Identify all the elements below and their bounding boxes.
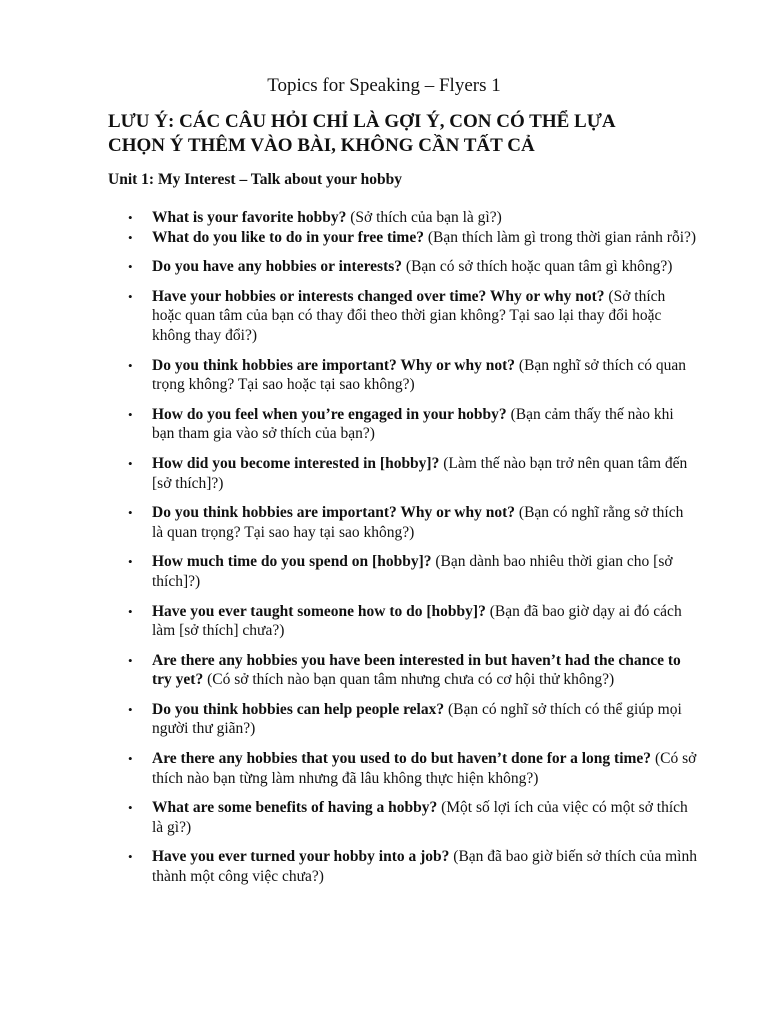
- question-vietnamese: (Làm thế nào bạn trở nên quan tâm đến [sở thích]?): [152, 454, 688, 492]
- question-english: Are there any hobbies you have been interested in but haven’t had the chance to try yet?: [152, 651, 681, 689]
- question-vietnamese: (Bạn đã bao giờ biến sở thích của mình thành một công việc chưa?): [152, 848, 697, 886]
- question-vietnamese: (Một số lợi ích của việc có một sở thích là gì?): [152, 799, 688, 836]
- bullet-icon: •: [128, 406, 133, 422]
- question-vietnamese: (Có sở thích nào bạn từng làm nhưng đã lâu không thực hiện không?): [152, 750, 697, 787]
- bullet-icon: •: [128, 357, 133, 373]
- list-item: [108, 602, 698, 641]
- question-english: Are there any hobbies that you used to do but haven’t done for a long time?: [152, 750, 652, 768]
- question-vietnamese: (Bạn dành bao nhiêu thời gian cho [sở thích]?): [152, 553, 673, 590]
- list-item: [108, 257, 698, 277]
- question-vietnamese: (Bạn đã bao giờ dạy ai đó cách làm [sở thích] chưa?): [152, 602, 682, 640]
- question-vietnamese: (Sở thích hoặc quan tâm của bạn có thay đổi theo thời gian không? Tại sao lại thay đổi hoặc không thay đổi?): [152, 287, 666, 344]
- list-item: [108, 208, 698, 228]
- list-item: [108, 798, 698, 837]
- question-english: Have your hobbies or interests changed over time? Why or why not?: [152, 287, 605, 305]
- question-english: Have you ever turned your hobby into a job?: [152, 848, 450, 866]
- question-vietnamese: (Bạn có sở thích hoặc quan tâm gì không?): [402, 258, 673, 276]
- note-heading: LƯU Ý: CÁC CÂU HỎI CHỈ LÀ GỢI Ý, CON CÓ THỂ LỰA CHỌN Ý THÊM VÀO BÀI, KHÔNG CẦN TẤT CẢ: [108, 111, 615, 156]
- question-english: Have you ever taught someone how to do [hobby]?: [152, 602, 486, 620]
- bullet-icon: •: [128, 701, 133, 717]
- question-vietnamese: (Bạn cảm thấy thế nào khi bạn tham gia vào sở thích của bạn?): [152, 405, 674, 443]
- list-item: [108, 700, 698, 739]
- bullet-icon: •: [128, 455, 133, 471]
- question-list: [108, 208, 698, 897]
- list-item: [108, 454, 698, 493]
- bullet-icon: •: [128, 288, 133, 304]
- question-english: How do you feel when you’re engaged in your hobby?: [152, 405, 507, 423]
- question-english: Do you think hobbies can help people relax?: [152, 700, 445, 718]
- bullet-icon: •: [128, 505, 133, 521]
- list-item: [108, 287, 698, 346]
- question-english: Do you think hobbies are important? Why or why not?: [152, 356, 516, 374]
- question-vietnamese: (Sở thích của bạn là gì?): [346, 209, 502, 226]
- bullet-icon: •: [128, 751, 133, 767]
- question-english: How did you become interested in [hobby]?: [152, 454, 440, 472]
- question-english: How much time do you spend on [hobby]?: [152, 553, 432, 571]
- bullet-icon: •: [128, 259, 133, 275]
- page-title: Topics for Speaking – Flyers 1: [267, 75, 501, 96]
- bullet-icon: •: [128, 849, 133, 865]
- bullet-icon: •: [128, 800, 133, 816]
- question-vietnamese: (Có sở thích nào bạn quan tâm nhưng chưa có cơ hội thử không?): [203, 671, 615, 689]
- question-vietnamese: (Bạn có nghĩ rằng sở thích là quan trọng? Tại sao hay tại sao không?): [152, 504, 684, 541]
- bullet-icon: •: [128, 603, 133, 619]
- question-english: What are some benefits of having a hobby?: [152, 799, 438, 817]
- question-english: Do you think hobbies are important? Why or why not?: [152, 504, 516, 522]
- bullet-icon: •: [128, 229, 133, 245]
- list-item: [108, 651, 698, 690]
- bullet-icon: •: [128, 210, 133, 225]
- question-english: Do you have any hobbies or interests?: [152, 258, 403, 276]
- unit-heading: Unit 1: My Interest – Talk about your hobby: [108, 171, 402, 188]
- question-english: What do you like to do in your free time?: [152, 228, 424, 246]
- list-item: [108, 228, 698, 248]
- question-english: What is your favorite hobby?: [152, 209, 347, 226]
- question-vietnamese: (Bạn thích làm gì trong thời gian rảnh rỗi?): [423, 228, 697, 246]
- list-item: [108, 503, 698, 542]
- question-vietnamese: (Bạn có nghĩ sở thích có thể giúp mọi người thư giãn?): [152, 700, 682, 738]
- list-item: [108, 552, 698, 591]
- question-vietnamese: (Bạn nghĩ sở thích có quan trọng không? Tại sao hoặc tại sao không?): [152, 356, 686, 394]
- list-item: [108, 847, 698, 886]
- bullet-icon: •: [128, 554, 133, 570]
- list-item: [108, 749, 698, 788]
- list-item: [108, 405, 698, 444]
- list-item: [108, 356, 698, 395]
- bullet-icon: •: [128, 652, 133, 668]
